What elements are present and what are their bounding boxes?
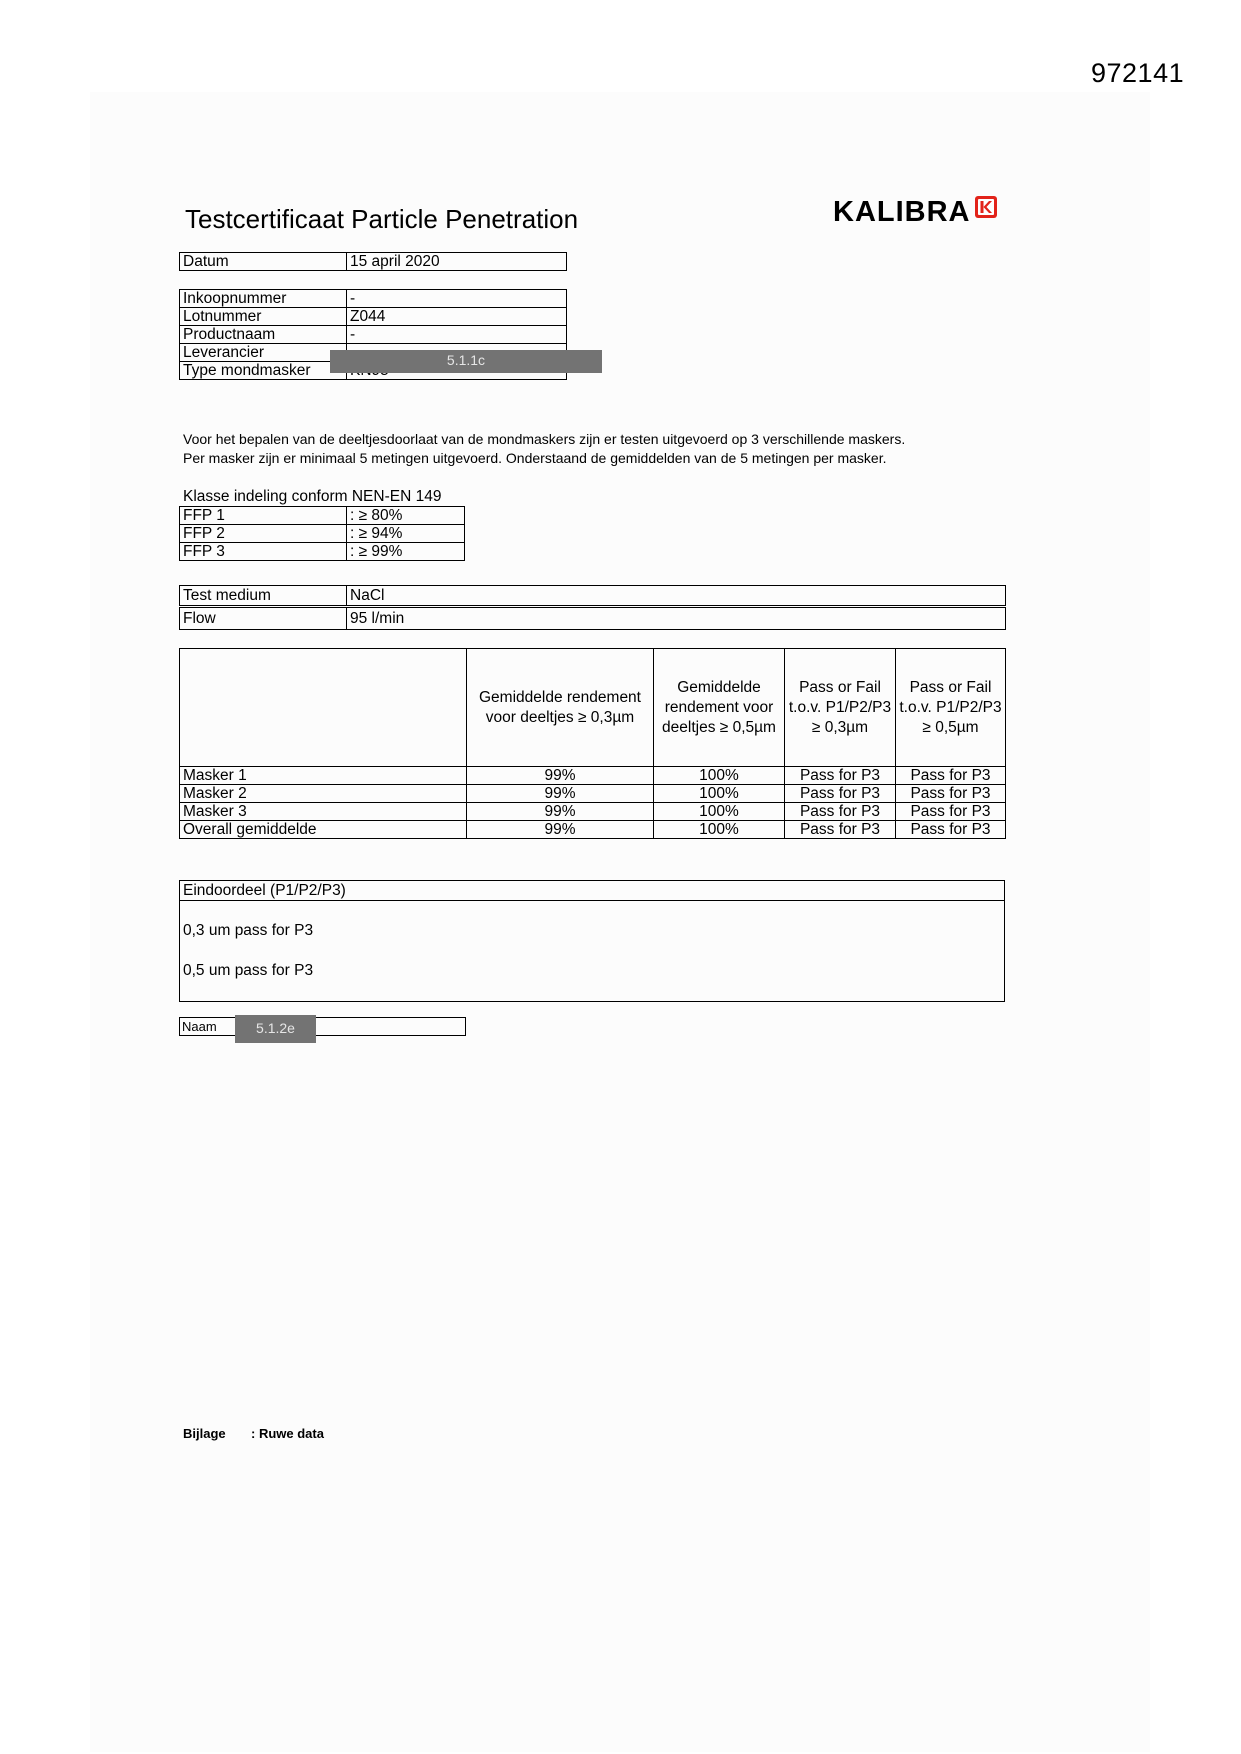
ffp-label: FFP 2	[180, 525, 347, 543]
ffp-value: : ≥ 80%	[347, 507, 465, 525]
kalibra-logo	[833, 196, 997, 229]
results-header-0-5um: Gemiddelde rendement voor deeltjes ≥ 0,5µm	[654, 649, 785, 767]
cell-value: Pass for P3	[896, 821, 1006, 839]
productnaam-value: -	[347, 326, 567, 344]
bijlage-value: : Ruwe data	[251, 1426, 324, 1441]
cell-value: 100%	[654, 803, 785, 821]
type-mondmasker-label: Type mondmasker	[180, 362, 347, 380]
description-paragraph	[183, 430, 905, 468]
cell-value: 99%	[467, 767, 654, 785]
flow-label: Flow	[180, 608, 347, 630]
eindoordeel-line-2: 0,5 um pass for P3	[183, 962, 314, 979]
ffp-row	[180, 543, 465, 561]
datum-value: 15 april 2020	[347, 253, 567, 271]
test-medium-table	[179, 585, 1006, 606]
cell-value: Pass for P3	[785, 803, 896, 821]
ffp-row	[180, 507, 465, 525]
productnaam-label: Productnaam	[180, 326, 347, 344]
bijlage-label: Bijlage	[183, 1426, 226, 1441]
naam-label: Naam	[182, 1019, 217, 1034]
test-medium-row	[180, 586, 1006, 606]
naam-redaction: 5.1.2e	[235, 1015, 316, 1043]
results-header-row	[180, 649, 1006, 767]
cell-value: Pass for P3	[785, 785, 896, 803]
leverancier-redaction: 5.1.1c	[330, 350, 602, 373]
eindoordeel-box	[179, 880, 1005, 1002]
ffp-value: : ≥ 99%	[347, 543, 465, 561]
ffp-label: FFP 1	[180, 507, 347, 525]
ffp-row	[180, 525, 465, 543]
info-row	[180, 308, 567, 326]
lotnummer-label: Lotnummer	[180, 308, 347, 326]
cell-value: Pass for P3	[785, 767, 896, 785]
datum-label: Datum	[180, 253, 347, 271]
ffp-caption: Klasse indeling conform NEN-EN 149	[183, 488, 442, 505]
table-row	[180, 767, 1006, 785]
lotnummer-value: Z044	[347, 308, 567, 326]
cell-value: Pass for P3	[896, 785, 1006, 803]
inkoopnummer-label: Inkoopnummer	[180, 290, 347, 308]
document-number: 972141	[1091, 58, 1185, 88]
description-line-2: Per masker zijn er minimaal 5 metingen uitgevoerd. Onderstaand de gemiddelden van de 5 metingen per masker.	[183, 450, 887, 466]
flow-value: 95 l/min	[347, 608, 1006, 630]
results-header-0-3um: Gemiddelde rendement voor deeltjes ≥ 0,3µm	[467, 649, 654, 767]
eindoordeel-heading: Eindoordeel (P1/P2/P3)	[180, 881, 1004, 901]
cell-value: Pass for P3	[785, 821, 896, 839]
ffp-table	[179, 506, 465, 561]
ffp-value: : ≥ 94%	[347, 525, 465, 543]
cell-value: 99%	[467, 821, 654, 839]
description-line-1: Voor het bepalen van de deeltjesdoorlaat van de mondmaskers zijn er testen uitgevoerd op 3 verschillende maskers.	[183, 431, 906, 447]
cell-value: 99%	[467, 785, 654, 803]
row-label: Masker 1	[180, 767, 467, 785]
datum-table	[179, 252, 567, 271]
eindoordeel-line-1: 0,3 um pass for P3	[183, 922, 314, 939]
cell-value: 100%	[654, 785, 785, 803]
inkoopnummer-value: -	[347, 290, 567, 308]
ffp-label: FFP 3	[180, 543, 347, 561]
row-label: Masker 2	[180, 785, 467, 803]
naam-field	[179, 1017, 466, 1036]
cell-value: Pass for P3	[896, 767, 1006, 785]
table-row	[180, 803, 1006, 821]
row-label: Masker 3	[180, 803, 467, 821]
cell-value: 100%	[654, 821, 785, 839]
table-row	[180, 821, 1006, 839]
results-header-pass-0-3um: Pass or Fail t.o.v. P1/P2/P3 ≥ 0,3µm	[785, 649, 896, 767]
info-row	[180, 326, 567, 344]
results-header-pass-0-5um: Pass or Fail t.o.v. P1/P2/P3 ≥ 0,5µm	[896, 649, 1006, 767]
logo-text: KALIBRA	[833, 196, 971, 228]
test-medium-label: Test medium	[180, 586, 347, 606]
flow-row	[180, 608, 1006, 630]
table-row	[180, 785, 1006, 803]
results-header-blank	[180, 649, 467, 767]
datum-row	[180, 253, 567, 271]
flow-table	[179, 607, 1006, 630]
test-medium-value: NaCl	[347, 586, 1006, 606]
k-mark-icon	[975, 196, 997, 218]
row-label: Overall gemiddelde	[180, 821, 467, 839]
results-table	[179, 648, 1006, 839]
info-row	[180, 290, 567, 308]
cell-value: 99%	[467, 803, 654, 821]
cell-value: 100%	[654, 767, 785, 785]
cell-value: Pass for P3	[896, 803, 1006, 821]
leverancier-label: Leverancier	[180, 344, 347, 362]
page-title: Testcertificaat Particle Penetration	[185, 204, 579, 234]
